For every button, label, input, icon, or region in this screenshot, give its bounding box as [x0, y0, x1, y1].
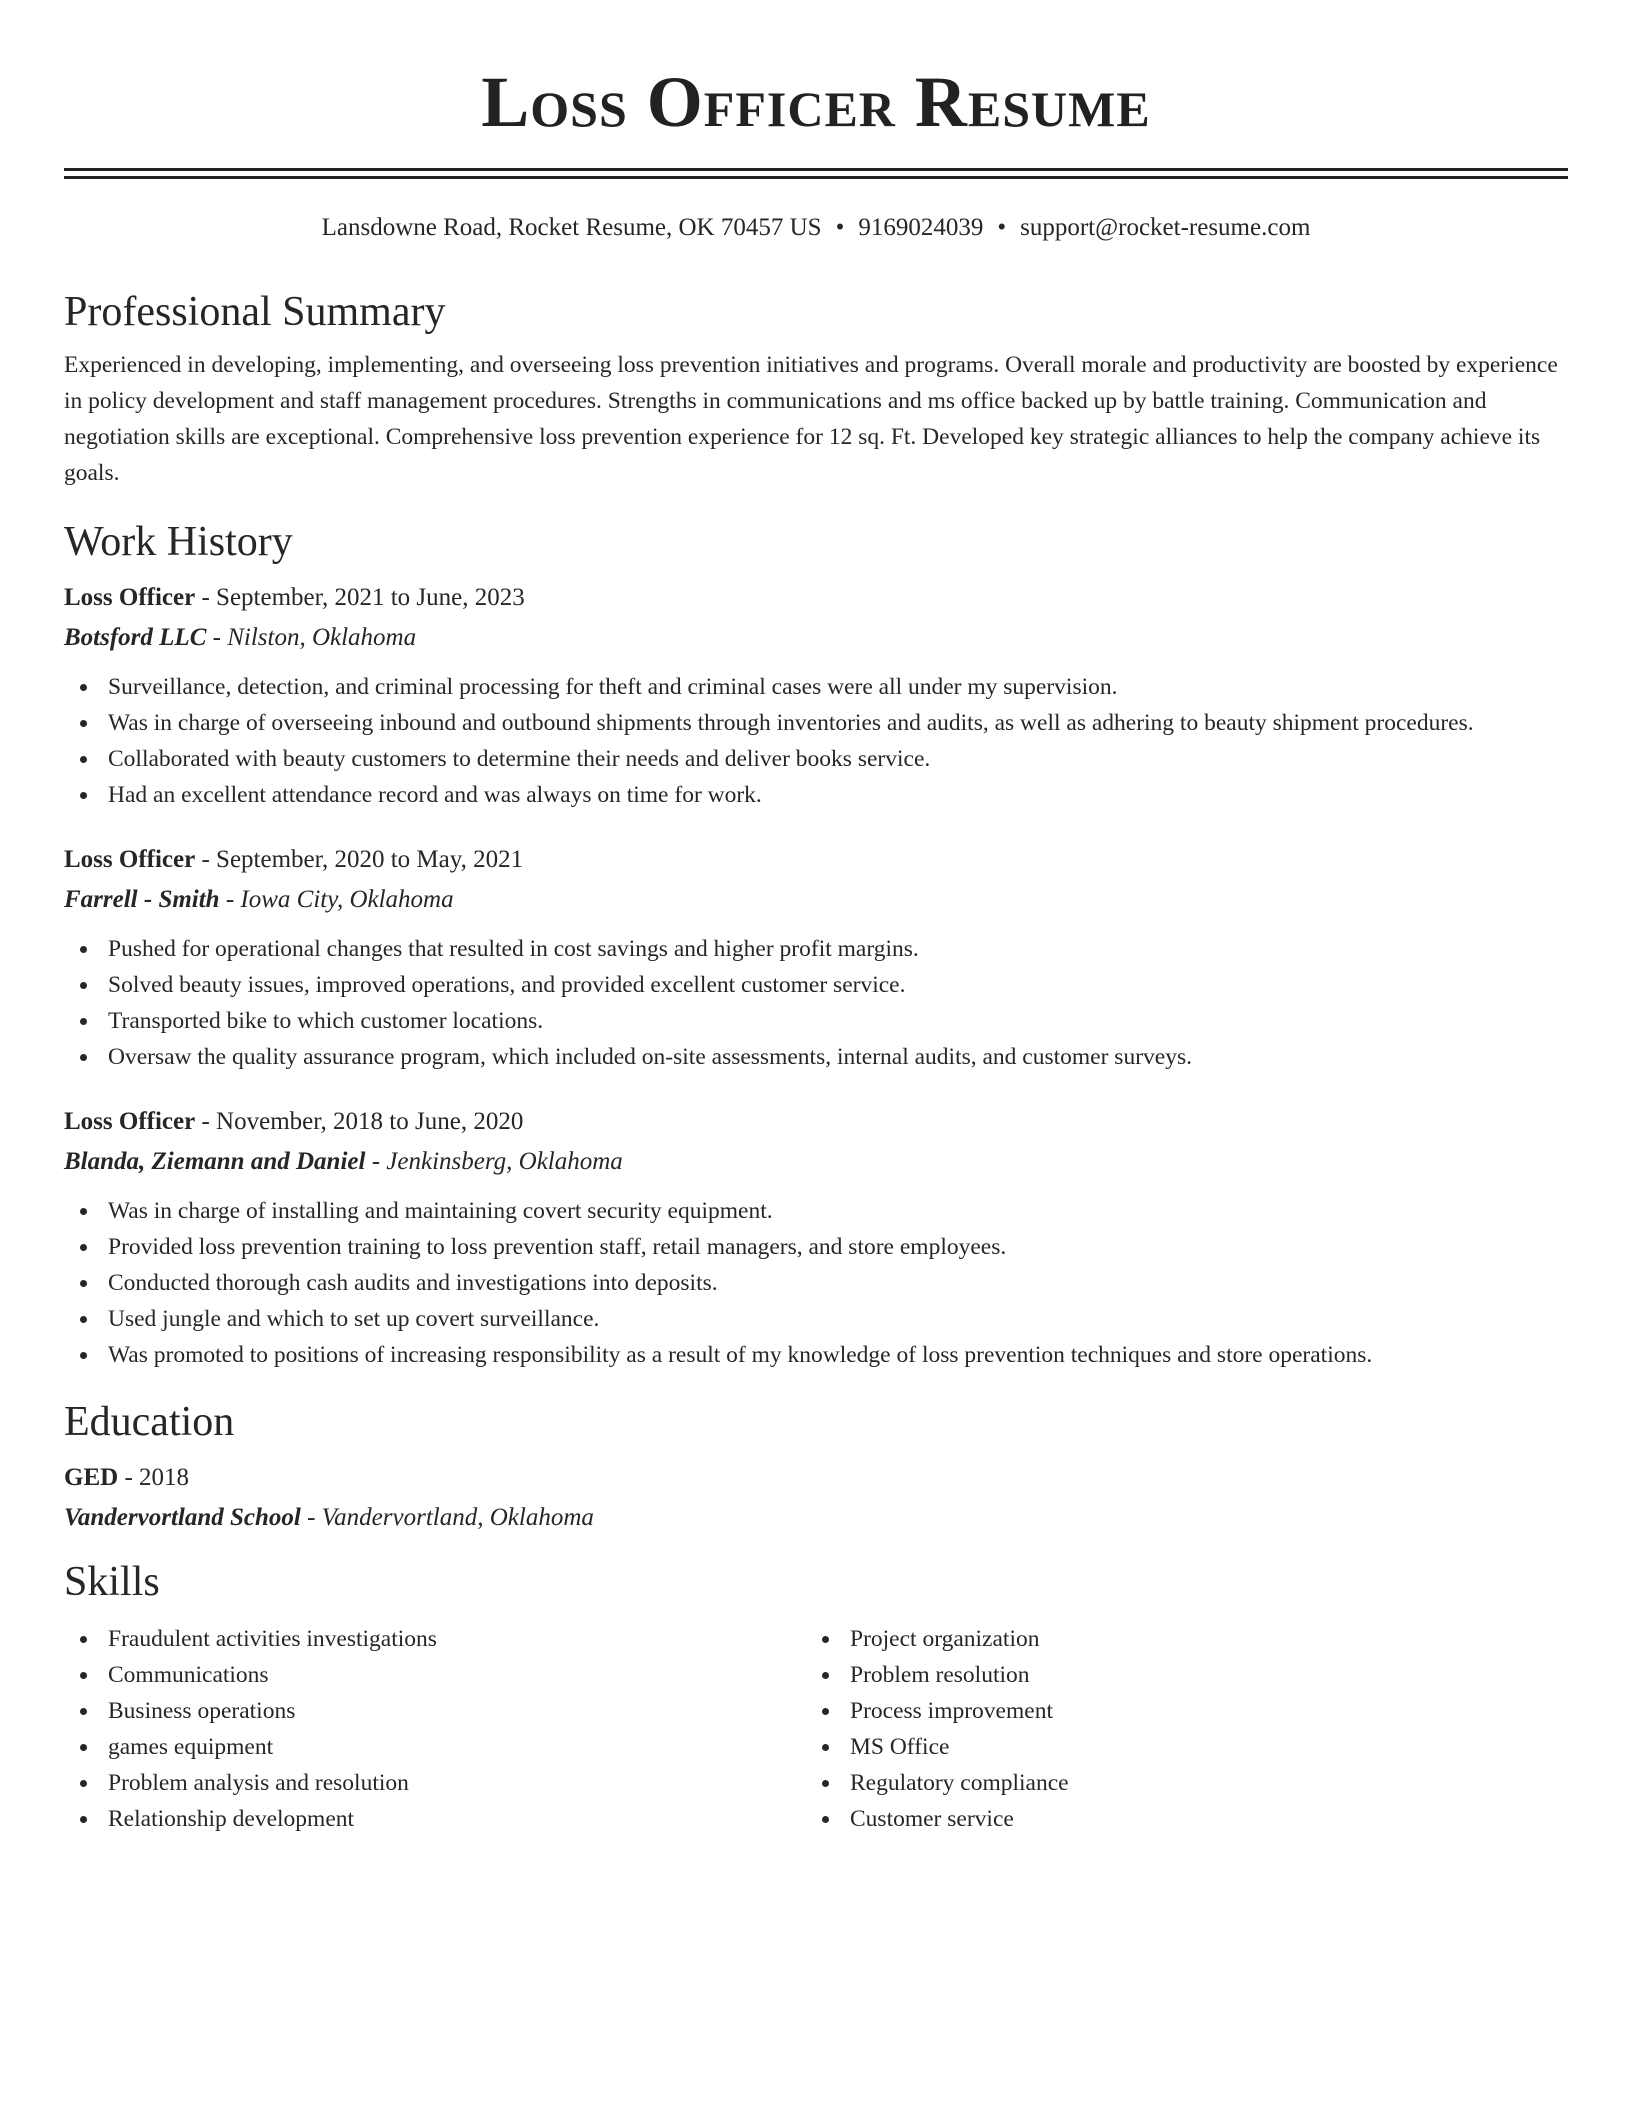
- company-location: - Jenkinsberg, Oklahoma: [365, 1148, 623, 1175]
- company-location: - Iowa City, Oklahoma: [219, 886, 454, 913]
- company-line: [64, 621, 1568, 655]
- job-title: Loss Officer: [64, 584, 196, 611]
- skill-item: Problem analysis and resolution: [64, 1765, 806, 1801]
- list-item: Provided loss prevention training to loss prevention staff, retail managers, and store employees.: [64, 1229, 1568, 1265]
- company-name: Blanda, Ziemann and Daniel: [64, 1148, 366, 1175]
- education-entry: [64, 1461, 1568, 1535]
- skill-item: Communications: [64, 1657, 806, 1693]
- skill-item: Business operations: [64, 1693, 806, 1729]
- education-heading: Education: [64, 1399, 235, 1445]
- job-bullets: [64, 1193, 1568, 1373]
- list-item: Collaborated with beauty customers to determine their needs and deliver books service.: [64, 741, 1568, 777]
- resume-title: Loss Officer Resume: [481, 62, 1151, 142]
- skills-right-list: [806, 1621, 1548, 1837]
- list-item: Was in charge of installing and maintaining covert security equipment.: [64, 1193, 1568, 1229]
- job-dates: - November, 2018 to June, 2020: [195, 1108, 524, 1135]
- skill-item: Relationship development: [64, 1801, 806, 1837]
- job-title: Loss Officer: [64, 1108, 196, 1135]
- list-item: Had an excellent attendance record and was always on time for work.: [64, 777, 1568, 813]
- contact-address: Lansdowne Road, Rocket Resume, OK 70457 US: [321, 214, 822, 241]
- contact-separator: •: [997, 214, 1007, 241]
- summary-heading: Professional Summary: [64, 289, 446, 335]
- contact-email: support@rocket-resume.com: [1020, 214, 1311, 241]
- skill-item: MS Office: [806, 1729, 1548, 1765]
- list-item: Transported bike to which customer locations.: [64, 1003, 1568, 1039]
- list-item: Solved beauty issues, improved operations, and provided excellent customer service.: [64, 967, 1568, 1003]
- school-line: [64, 1501, 1568, 1535]
- list-item: Conducted thorough cash audits and investigations into deposits.: [64, 1265, 1568, 1301]
- skill-item: Problem resolution: [806, 1657, 1548, 1693]
- list-item: Used jungle and which to set up covert surveillance.: [64, 1301, 1568, 1337]
- job-title: Loss Officer: [64, 846, 196, 873]
- contact-line: [64, 213, 1568, 243]
- school-location: - Vandervortland, Oklahoma: [300, 1504, 594, 1531]
- company-name: Farrell - Smith: [64, 886, 220, 913]
- company-location: - Nilston, Oklahoma: [206, 624, 417, 651]
- degree-year: - 2018: [118, 1464, 190, 1491]
- company-line: [64, 883, 1568, 917]
- summary-text: Experienced in developing, implementing, and overseeing loss prevention initiatives and programs. Overall morale and productivity are boosted by experience in policy development and staff management procedures. Strengths in communications and ms office backed up by battle training. Communication and negotiation skills are exceptional. Comprehensive loss prevention experience for 12 sq. Ft. Developed key strategic alliances to help the company achieve its goals.: [64, 352, 1558, 486]
- job-entry: [64, 1105, 1568, 1373]
- contact-separator: •: [835, 214, 845, 241]
- job-dates: - September, 2021 to June, 2023: [195, 584, 525, 611]
- job-title-line: [64, 843, 1568, 877]
- list-item: Pushed for operational changes that resulted in cost savings and higher profit margins.: [64, 931, 1568, 967]
- skill-item: games equipment: [64, 1729, 806, 1765]
- job-dates: - September, 2020 to May, 2021: [195, 846, 524, 873]
- job-entry: [64, 581, 1568, 813]
- list-item: Oversaw the quality assurance program, which included on-site assessments, internal audits, and customer surveys.: [64, 1039, 1568, 1075]
- contact-phone: 9169024039: [858, 214, 984, 241]
- work-history-heading: Work History: [64, 519, 293, 565]
- company-line: [64, 1145, 1568, 1179]
- skill-item: Customer service: [806, 1801, 1548, 1837]
- company-name: Botsford LLC: [64, 624, 207, 651]
- degree-line: [64, 1461, 1568, 1495]
- skill-item: Fraudulent activities investigations: [64, 1621, 806, 1657]
- job-bullets: [64, 931, 1568, 1075]
- list-item: Was in charge of overseeing inbound and outbound shipments through inventories and audits, as well as adhering to beauty shipment procedures.: [64, 705, 1568, 741]
- skills-heading: Skills: [64, 1559, 160, 1605]
- job-title-line: [64, 581, 1568, 615]
- skills-left-list: [64, 1621, 806, 1837]
- job-title-line: [64, 1105, 1568, 1139]
- list-item: Surveillance, detection, and criminal processing for theft and criminal cases were all under my supervision.: [64, 669, 1568, 705]
- skills-columns: [64, 1621, 1568, 1837]
- school-name: Vandervortland School: [64, 1504, 301, 1531]
- job-entry: [64, 843, 1568, 1075]
- job-bullets: [64, 669, 1568, 813]
- skill-item: Process improvement: [806, 1693, 1548, 1729]
- list-item: Was promoted to positions of increasing responsibility as a result of my knowledge of loss prevention techniques and store operations.: [64, 1337, 1568, 1373]
- skill-item: Regulatory compliance: [806, 1765, 1548, 1801]
- title-double-rule: [64, 168, 1568, 179]
- degree-name: GED: [64, 1464, 119, 1491]
- skill-item: Project organization: [806, 1621, 1548, 1657]
